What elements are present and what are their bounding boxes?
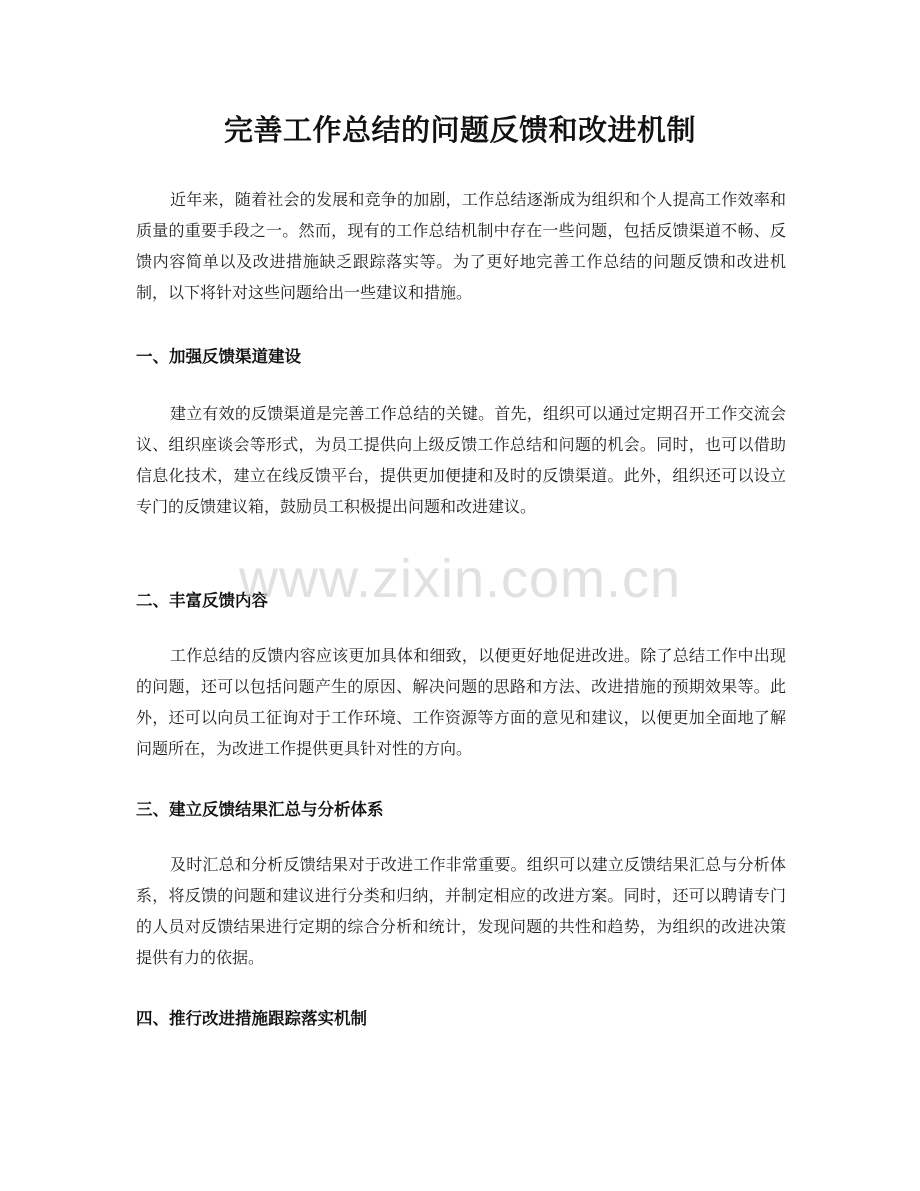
section-heading-2: 二、丰富反馈内容: [136, 591, 268, 610]
section-body-2: 工作总结的反馈内容应该更加具体和细致，以便更好地促进改进。除了总结工作中出现的问题，还可以包括问题产生的原因、解决问题的思路和方法、改进措施的预期效果等。此外，还可以向员工征询对于工作环境、工作资源等方面的意见和建议，以便更加全面地了解问题所在，为改进工作提供更具针对性的方向。: [136, 646, 786, 758]
watermark: www.zixin.com.cn: [238, 549, 682, 609]
section-body-1: 建立有效的反馈渠道是完善工作总结的关键。首先，组织可以通过定期召开工作交流会议、组织座谈会等形式，为员工提供向上级反馈工作总结和问题的机会。同时，也可以借助信息化技术，建立在线反馈平台，提供更加便捷和及时的反馈渠道。此外，组织还可以设立专门的反馈建议箱，鼓励员工积极提出问题和改进建议。: [136, 404, 786, 516]
section-heading-3: 三、建立反馈结果汇总与分析体系: [136, 800, 384, 819]
intro-paragraph: 近年来，随着社会的发展和竞争的加剧，工作总结逐渐成为组织和个人提高工作效率和质量的重要手段之一。然而，现有的工作总结机制中存在一些问题，包括反馈渠道不畅、反馈内容简单以及改进措施缺乏跟踪落实等。为了更好地完善工作总结的问题反馈和改进机制，以下将针对这些问题给出一些建议和措施。: [136, 190, 786, 302]
section-heading-4: 四、推行改进措施跟踪落实机制: [136, 1009, 367, 1028]
section-body-3: 及时汇总和分析反馈结果对于改进工作非常重要。组织可以建立反馈结果汇总与分析体系，将反馈的问题和建议进行分类和归纳，并制定相应的改进方案。同时，还可以聘请专门的人员对反馈结果进行定期的综合分析和统计，发现问题的共性和趋势，为组织的改进决策提供有力的依据。: [136, 855, 786, 967]
document-title: 完善工作总结的问题反馈和改进机制: [223, 113, 696, 147]
section-heading-1: 一、加强反馈渠道建设: [136, 347, 301, 366]
